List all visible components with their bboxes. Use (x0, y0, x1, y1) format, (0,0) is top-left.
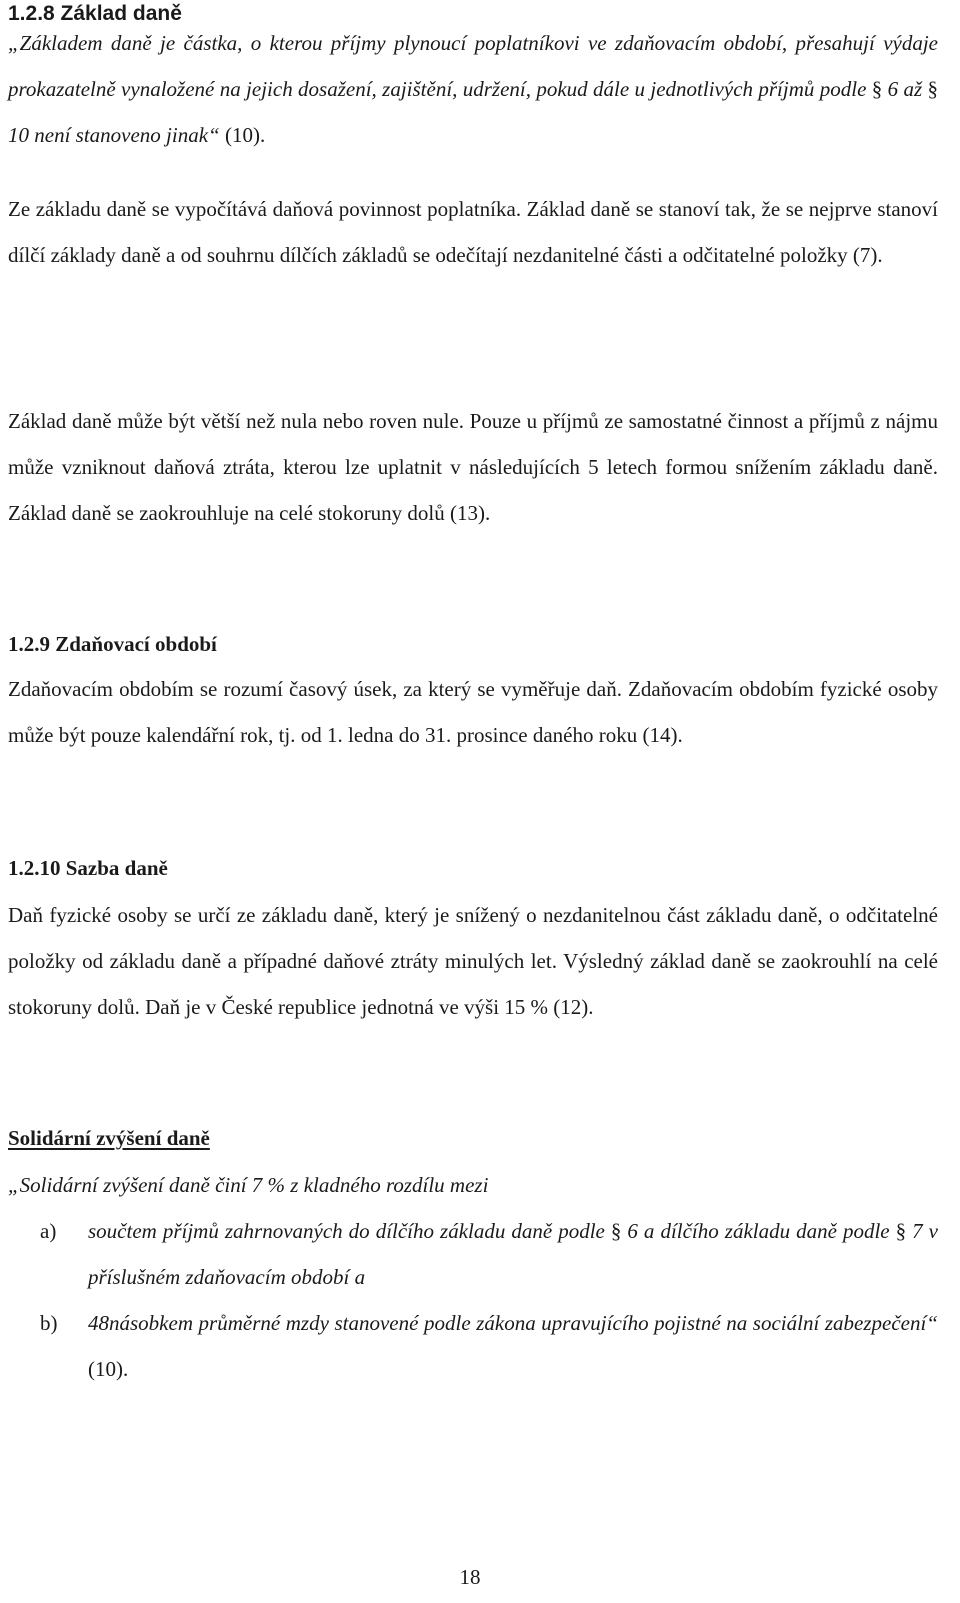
heading-1-2-8: 1.2.8 Základ daně (8, 2, 182, 25)
item-a-text-3: 7 v příslušném zdaňovacím období a (88, 1219, 938, 1289)
item-a-text-2: 6 a dílčího základu daně podle (621, 1219, 896, 1243)
section-sign: § (610, 1219, 622, 1243)
list-marker-b: b) (40, 1311, 58, 1335)
solidarity-intro: „Solidární zvýšení daně činí 7 % z kladného rozdílu mezi (8, 1173, 489, 1197)
paragraph-tax-base-value: Základ daně může být větší než nula nebo roven nule. Pouze u příjmů ze samostatné činnost a příjmů z nájmu může vzniknout daňová ztráta, kterou lze uplatnit v následujících 5 letech formou snížením základu daně. Základ daně se zaokrouhluje na celé stokoruny dolů (13). (8, 409, 938, 525)
section-sign: § (871, 77, 883, 101)
item-b-text-1: 48násobkem průměrné mzdy stanovené podle zákona upravujícího pojistné na sociální zabezpečení“ (88, 1311, 938, 1335)
list-marker-a: a) (40, 1219, 57, 1243)
heading-1-2-10: 1.2.10 Sazba daně (8, 856, 168, 880)
page-number: 18 (459, 1565, 481, 1589)
heading-solidarity: Solidární zvýšení daně (8, 1126, 210, 1150)
quote-mid-text-2: 10 není stanoveno jinak“ (8, 123, 220, 147)
quote-mid-text-1: 6 až (882, 77, 928, 101)
list-text-a (88, 1208, 938, 1300)
quote-open-text: „Základem daně je částka, o kterou příjmy plynoucí poplatníkovi ve zdaňovacím období, přesahují výdaje prokazatelně vynaložené na jejich dosažení, zajištění, udržení, pokud dále u jednotlivých příjmů podle (8, 31, 938, 101)
section-sign: § (895, 1219, 907, 1243)
item-a-text-1: součtem příjmů zahrnovaných do dílčího základu daně podle (88, 1219, 611, 1243)
legal-quote-tax-base (8, 20, 938, 158)
list-text-b (88, 1300, 938, 1392)
heading-1-2-9: 1.2.9 Zdaňovací období (8, 632, 217, 656)
paragraph-tax-period: Zdaňovacím obdobím se rozumí časový úsek, za který se vyměřuje daň. Zdaňovacím obdobím fyzické osoby může být pouze kalendářní rok, tj. od 1. ledna do 31. prosince daného roku (14). (8, 677, 938, 747)
section-sign: § (927, 77, 938, 101)
quote-reference: (10). (219, 123, 266, 147)
item-b-reference: (10). (88, 1357, 129, 1381)
paragraph-tax-rate: Daň fyzické osoby se určí ze základu daně, který je snížený o nezdanitelnou část základu daně, o odčitatelné položky od základu daně a případné daňové ztráty minulých let. Výsledný základ daně se zaokrouhlí na celé stokoruny dolů. Daň je v České republice jednotná ve výši 15 % (12). (8, 903, 938, 1019)
paragraph-tax-liability: Ze základu daně se vypočítává daňová povinnost poplatníka. Základ daně se stanoví tak, že se nejprve stanoví dílčí základy daně a od souhrnu dílčích základů se odečítají nezdanitelné části a odčitatelné položky (7). (8, 197, 938, 267)
